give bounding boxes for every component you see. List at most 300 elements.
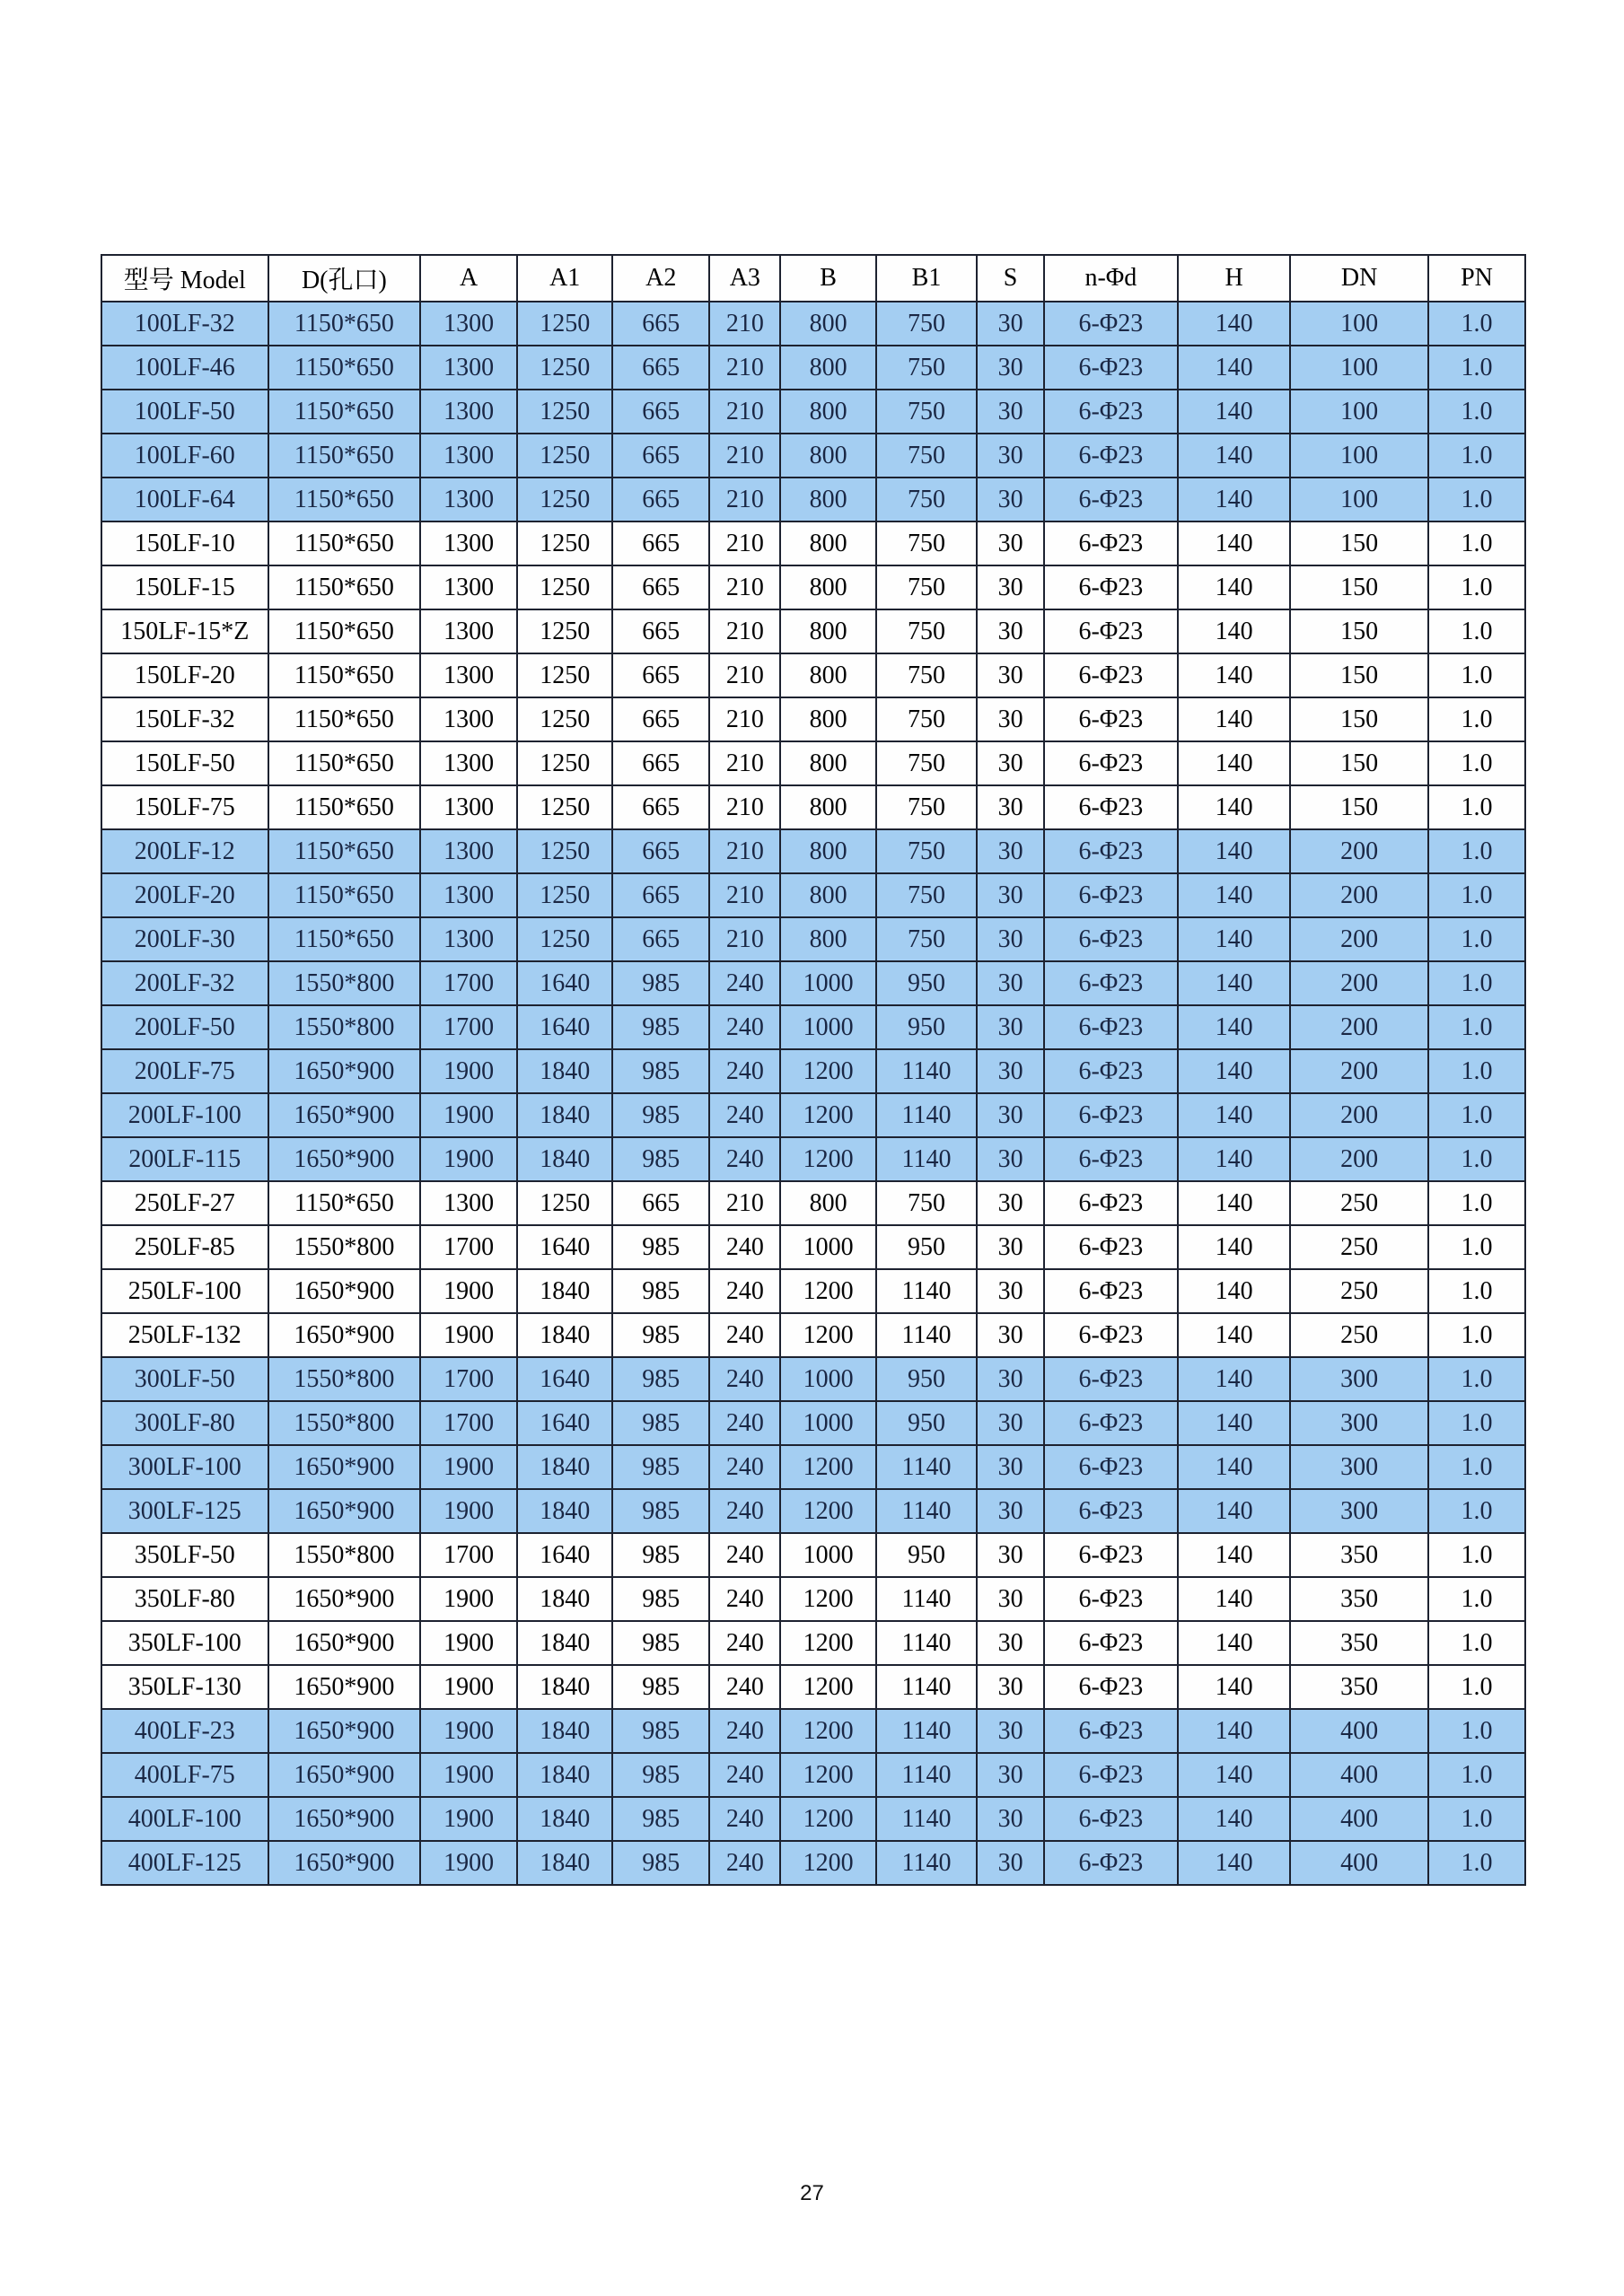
table-cell: 6-Φ23	[1044, 1269, 1178, 1313]
table-cell: 300	[1290, 1489, 1428, 1533]
table-cell: 6-Φ23	[1044, 434, 1178, 478]
table-cell: 665	[612, 829, 709, 873]
table-cell: 985	[612, 1225, 709, 1269]
table-row	[101, 1093, 1525, 1137]
table-cell: 1000	[780, 961, 875, 1005]
table-cell: 750	[876, 434, 978, 478]
table-cell: 1250	[517, 478, 612, 521]
table-cell: 30	[977, 1797, 1044, 1841]
table-cell: 665	[612, 741, 709, 785]
table-cell: 30	[977, 785, 1044, 829]
table-cell: 6-Φ23	[1044, 1489, 1178, 1533]
table-cell: 1840	[517, 1445, 612, 1489]
table-cell: 200	[1290, 829, 1428, 873]
table-cell: 750	[876, 873, 978, 917]
table-cell: 1140	[876, 1797, 978, 1841]
table-row	[101, 873, 1525, 917]
table-cell: 30	[977, 1709, 1044, 1753]
table-cell: 210	[709, 302, 780, 346]
table-cell: 1.0	[1428, 785, 1525, 829]
table-cell: 200LF-115	[101, 1137, 268, 1181]
table-cell: 240	[709, 1709, 780, 1753]
table-cell: 150LF-10	[101, 521, 268, 565]
table-cell: 1140	[876, 1841, 978, 1885]
table-cell: 1150*650	[268, 917, 421, 961]
table-cell: 6-Φ23	[1044, 1841, 1178, 1885]
table-cell: 30	[977, 741, 1044, 785]
table-cell: 150	[1290, 609, 1428, 653]
table-cell: 1200	[780, 1665, 875, 1709]
table-row	[101, 653, 1525, 697]
table-cell: 950	[876, 1401, 978, 1445]
table-cell: 350LF-50	[101, 1533, 268, 1577]
table-row	[101, 478, 1525, 521]
table-cell: 240	[709, 1533, 780, 1577]
table-cell: 1840	[517, 1313, 612, 1357]
table-cell: 1300	[420, 741, 517, 785]
table-cell: 800	[780, 478, 875, 521]
table-cell: 1000	[780, 1005, 875, 1049]
table-cell: 665	[612, 478, 709, 521]
table-cell: 985	[612, 1401, 709, 1445]
table-cell: 1.0	[1428, 961, 1525, 1005]
table-cell: 1300	[420, 785, 517, 829]
table-cell: 1140	[876, 1709, 978, 1753]
header-row	[101, 255, 1525, 302]
table-cell: 250LF-100	[101, 1269, 268, 1313]
table-cell: 1150*650	[268, 697, 421, 741]
table-cell: 1900	[420, 1577, 517, 1621]
table-cell: 1700	[420, 1225, 517, 1269]
table-cell: 150LF-15	[101, 565, 268, 609]
table-cell: 140	[1178, 609, 1290, 653]
table-cell: 1.0	[1428, 390, 1525, 434]
table-cell: 1900	[420, 1709, 517, 1753]
table-cell: 1300	[420, 434, 517, 478]
table-cell: 30	[977, 1665, 1044, 1709]
table-cell: 985	[612, 1533, 709, 1577]
table-cell: 200	[1290, 961, 1428, 1005]
table-cell: 140	[1178, 434, 1290, 478]
table-cell: 1200	[780, 1445, 875, 1489]
table-cell: 200	[1290, 1093, 1428, 1137]
table-cell: 200LF-100	[101, 1093, 268, 1137]
table-row	[101, 302, 1525, 346]
table-cell: 1300	[420, 653, 517, 697]
table-cell: 1150*650	[268, 521, 421, 565]
table-cell: 1150*650	[268, 785, 421, 829]
table-cell: 1250	[517, 302, 612, 346]
table-cell: 1900	[420, 1489, 517, 1533]
table-cell: 665	[612, 565, 709, 609]
table-cell: 1200	[780, 1621, 875, 1665]
table-cell: 1900	[420, 1093, 517, 1137]
table-cell: 150LF-20	[101, 653, 268, 697]
table-cell: 800	[780, 653, 875, 697]
table-cell: 1650*900	[268, 1621, 421, 1665]
table-cell: 1700	[420, 1533, 517, 1577]
table-cell: 1.0	[1428, 1841, 1525, 1885]
table-cell: 750	[876, 653, 978, 697]
table-cell: 800	[780, 829, 875, 873]
table-cell: 1.0	[1428, 1181, 1525, 1225]
table-cell: 1300	[420, 346, 517, 390]
table-cell: 665	[612, 434, 709, 478]
table-cell: 1900	[420, 1049, 517, 1093]
table-cell: 250LF-132	[101, 1313, 268, 1357]
table-row	[101, 521, 1525, 565]
table-cell: 400LF-125	[101, 1841, 268, 1885]
table-cell: 800	[780, 302, 875, 346]
table-cell: 1640	[517, 961, 612, 1005]
table-cell: 200	[1290, 873, 1428, 917]
table-cell: 250	[1290, 1313, 1428, 1357]
table-cell: 100LF-46	[101, 346, 268, 390]
table-cell: 6-Φ23	[1044, 785, 1178, 829]
table-cell: 1840	[517, 1093, 612, 1137]
table-cell: 400LF-23	[101, 1709, 268, 1753]
table-cell: 665	[612, 346, 709, 390]
table-cell: 1200	[780, 1137, 875, 1181]
table-cell: 1.0	[1428, 609, 1525, 653]
table-cell: 6-Φ23	[1044, 1005, 1178, 1049]
table-cell: 30	[977, 565, 1044, 609]
column-header: A1	[517, 255, 612, 302]
table-cell: 210	[709, 785, 780, 829]
table-cell: 1250	[517, 785, 612, 829]
table-cell: 1.0	[1428, 478, 1525, 521]
table-cell: 140	[1178, 1533, 1290, 1577]
table-cell: 30	[977, 1533, 1044, 1577]
table-cell: 1.0	[1428, 1137, 1525, 1181]
table-cell: 1650*900	[268, 1753, 421, 1797]
table-cell: 1.0	[1428, 1313, 1525, 1357]
table-cell: 250LF-27	[101, 1181, 268, 1225]
table-cell: 1840	[517, 1137, 612, 1181]
table-row	[101, 961, 1525, 1005]
table-row	[101, 1005, 1525, 1049]
table-cell: 6-Φ23	[1044, 609, 1178, 653]
table-cell: 1.0	[1428, 1357, 1525, 1401]
table-cell: 240	[709, 1269, 780, 1313]
table-cell: 1200	[780, 1797, 875, 1841]
table-cell: 250	[1290, 1225, 1428, 1269]
table-cell: 1840	[517, 1489, 612, 1533]
table-cell: 1000	[780, 1357, 875, 1401]
table-cell: 985	[612, 1577, 709, 1621]
table-cell: 240	[709, 1005, 780, 1049]
table-cell: 1.0	[1428, 1445, 1525, 1489]
table-cell: 665	[612, 697, 709, 741]
table-cell: 100LF-64	[101, 478, 268, 521]
table-cell: 985	[612, 1709, 709, 1753]
table-cell: 240	[709, 1093, 780, 1137]
table-cell: 140	[1178, 390, 1290, 434]
table-cell: 1640	[517, 1005, 612, 1049]
table-cell: 1200	[780, 1313, 875, 1357]
table-cell: 140	[1178, 917, 1290, 961]
table-cell: 1840	[517, 1577, 612, 1621]
table-cell: 240	[709, 1357, 780, 1401]
table-cell: 240	[709, 1665, 780, 1709]
table-cell: 6-Φ23	[1044, 653, 1178, 697]
table-cell: 1300	[420, 917, 517, 961]
table-cell: 6-Φ23	[1044, 1225, 1178, 1269]
table-cell: 1250	[517, 609, 612, 653]
table-cell: 1840	[517, 1665, 612, 1709]
table-cell: 250	[1290, 1269, 1428, 1313]
table-cell: 100	[1290, 346, 1428, 390]
table-cell: 1.0	[1428, 1401, 1525, 1445]
table-cell: 30	[977, 873, 1044, 917]
table-cell: 300	[1290, 1445, 1428, 1489]
table-cell: 985	[612, 1621, 709, 1665]
table-cell: 100LF-50	[101, 390, 268, 434]
table-cell: 6-Φ23	[1044, 1753, 1178, 1797]
table-cell: 1650*900	[268, 1577, 421, 1621]
table-cell: 200LF-30	[101, 917, 268, 961]
table-cell: 1700	[420, 961, 517, 1005]
table-cell: 210	[709, 697, 780, 741]
table-cell: 1250	[517, 653, 612, 697]
table-cell: 240	[709, 1489, 780, 1533]
table-cell: 6-Φ23	[1044, 1577, 1178, 1621]
table-cell: 1900	[420, 1797, 517, 1841]
table-cell: 1150*650	[268, 829, 421, 873]
table-cell: 1000	[780, 1533, 875, 1577]
table-cell: 200LF-75	[101, 1049, 268, 1093]
table-cell: 30	[977, 390, 1044, 434]
table-cell: 1300	[420, 390, 517, 434]
table-cell: 250	[1290, 1181, 1428, 1225]
table-cell: 1640	[517, 1225, 612, 1269]
table-cell: 1840	[517, 1753, 612, 1797]
table-cell: 1200	[780, 1093, 875, 1137]
table-cell: 1900	[420, 1665, 517, 1709]
table-cell: 1.0	[1428, 1577, 1525, 1621]
table-cell: 1250	[517, 873, 612, 917]
table-cell: 140	[1178, 1049, 1290, 1093]
table-cell: 200LF-12	[101, 829, 268, 873]
table-cell: 1140	[876, 1753, 978, 1797]
table-cell: 150	[1290, 785, 1428, 829]
table-cell: 6-Φ23	[1044, 1357, 1178, 1401]
table-row	[101, 1137, 1525, 1181]
table-row	[101, 565, 1525, 609]
table-cell: 200	[1290, 1049, 1428, 1093]
table-cell: 200	[1290, 1137, 1428, 1181]
table-cell: 1.0	[1428, 1709, 1525, 1753]
table-cell: 1250	[517, 565, 612, 609]
table-cell: 240	[709, 1841, 780, 1885]
table-cell: 210	[709, 434, 780, 478]
table-row	[101, 697, 1525, 741]
table-cell: 750	[876, 302, 978, 346]
table-cell: 750	[876, 829, 978, 873]
table-cell: 800	[780, 434, 875, 478]
table-cell: 950	[876, 1533, 978, 1577]
table-cell: 6-Φ23	[1044, 1181, 1178, 1225]
table-cell: 30	[977, 1181, 1044, 1225]
table-cell: 30	[977, 1445, 1044, 1489]
table-cell: 30	[977, 521, 1044, 565]
table-cell: 1000	[780, 1225, 875, 1269]
table-cell: 6-Φ23	[1044, 917, 1178, 961]
table-cell: 1.0	[1428, 653, 1525, 697]
table-cell: 1000	[780, 1401, 875, 1445]
table-cell: 140	[1178, 1445, 1290, 1489]
table-cell: 750	[876, 697, 978, 741]
table-cell: 150	[1290, 741, 1428, 785]
table-cell: 1140	[876, 1313, 978, 1357]
table-header	[101, 255, 1525, 302]
table-cell: 30	[977, 1577, 1044, 1621]
table-row	[101, 1313, 1525, 1357]
table-cell: 750	[876, 741, 978, 785]
table-cell: 140	[1178, 741, 1290, 785]
table-cell: 800	[780, 609, 875, 653]
table-cell: 1150*650	[268, 741, 421, 785]
table-cell: 140	[1178, 1665, 1290, 1709]
table-cell: 1700	[420, 1005, 517, 1049]
table-cell: 150LF-50	[101, 741, 268, 785]
table-cell: 1640	[517, 1533, 612, 1577]
table-cell: 6-Φ23	[1044, 390, 1178, 434]
table-cell: 1650*900	[268, 1137, 421, 1181]
table-cell: 400	[1290, 1709, 1428, 1753]
table-cell: 800	[780, 1181, 875, 1225]
table-cell: 950	[876, 961, 978, 1005]
table-cell: 1300	[420, 609, 517, 653]
table-cell: 150	[1290, 653, 1428, 697]
table-cell: 1140	[876, 1577, 978, 1621]
column-header: D(孔口)	[268, 255, 421, 302]
table-row	[101, 1445, 1525, 1489]
table-cell: 140	[1178, 1621, 1290, 1665]
table-cell: 1300	[420, 697, 517, 741]
table-cell: 140	[1178, 961, 1290, 1005]
table-cell: 350LF-100	[101, 1621, 268, 1665]
table-row	[101, 609, 1525, 653]
table-cell: 1.0	[1428, 741, 1525, 785]
table-cell: 800	[780, 565, 875, 609]
table-cell: 1.0	[1428, 346, 1525, 390]
table-cell: 30	[977, 1841, 1044, 1885]
table-cell: 300LF-80	[101, 1401, 268, 1445]
table-cell: 1250	[517, 346, 612, 390]
table-row	[101, 1181, 1525, 1225]
table-cell: 100	[1290, 434, 1428, 478]
table-cell: 150	[1290, 697, 1428, 741]
table-cell: 1650*900	[268, 1489, 421, 1533]
table-cell: 210	[709, 609, 780, 653]
table-cell: 300LF-50	[101, 1357, 268, 1401]
table-cell: 750	[876, 390, 978, 434]
table-cell: 30	[977, 829, 1044, 873]
table-cell: 1700	[420, 1401, 517, 1445]
table-cell: 1140	[876, 1269, 978, 1313]
table-cell: 6-Φ23	[1044, 521, 1178, 565]
table-cell: 150	[1290, 521, 1428, 565]
table-cell: 1900	[420, 1841, 517, 1885]
table-cell: 6-Φ23	[1044, 565, 1178, 609]
table-row	[101, 390, 1525, 434]
table-cell: 240	[709, 1313, 780, 1357]
table-cell: 200	[1290, 1005, 1428, 1049]
table-cell: 985	[612, 1753, 709, 1797]
table-cell: 350	[1290, 1577, 1428, 1621]
table-cell: 30	[977, 1313, 1044, 1357]
table-cell: 100	[1290, 478, 1428, 521]
table-cell: 1300	[420, 478, 517, 521]
column-header: PN	[1428, 255, 1525, 302]
table-cell: 30	[977, 1049, 1044, 1093]
table-cell: 1650*900	[268, 1445, 421, 1489]
table-cell: 1140	[876, 1137, 978, 1181]
table-row	[101, 1049, 1525, 1093]
column-header: A3	[709, 255, 780, 302]
table-cell: 140	[1178, 653, 1290, 697]
table-cell: 1650*900	[268, 1269, 421, 1313]
table-cell: 665	[612, 390, 709, 434]
table-cell: 30	[977, 1093, 1044, 1137]
table-cell: 1150*650	[268, 653, 421, 697]
table-cell: 140	[1178, 1181, 1290, 1225]
table-cell: 1650*900	[268, 1049, 421, 1093]
table-cell: 1.0	[1428, 917, 1525, 961]
table-cell: 140	[1178, 1841, 1290, 1885]
table-cell: 150	[1290, 565, 1428, 609]
table-cell: 1550*800	[268, 1533, 421, 1577]
column-header: B	[780, 255, 875, 302]
table-cell: 750	[876, 917, 978, 961]
table-cell: 985	[612, 1093, 709, 1137]
table-cell: 1550*800	[268, 961, 421, 1005]
table-cell: 1.0	[1428, 521, 1525, 565]
table-cell: 1.0	[1428, 873, 1525, 917]
table-cell: 750	[876, 1181, 978, 1225]
table-cell: 6-Φ23	[1044, 1709, 1178, 1753]
table-cell: 1.0	[1428, 1049, 1525, 1093]
table-cell: 1140	[876, 1621, 978, 1665]
table-cell: 140	[1178, 1313, 1290, 1357]
table-cell: 1840	[517, 1841, 612, 1885]
table-cell: 1200	[780, 1709, 875, 1753]
table-cell: 210	[709, 565, 780, 609]
table-row	[101, 1577, 1525, 1621]
table-cell: 750	[876, 521, 978, 565]
table-body	[101, 302, 1525, 1885]
table-cell: 210	[709, 390, 780, 434]
table-cell: 1840	[517, 1049, 612, 1093]
table-cell: 30	[977, 1005, 1044, 1049]
table-cell: 985	[612, 1313, 709, 1357]
table-cell: 665	[612, 653, 709, 697]
table-cell: 240	[709, 1137, 780, 1181]
table-cell: 1.0	[1428, 1093, 1525, 1137]
table-cell: 350	[1290, 1621, 1428, 1665]
table-cell: 30	[977, 917, 1044, 961]
table-cell: 665	[612, 785, 709, 829]
table-cell: 985	[612, 1797, 709, 1841]
table-cell: 140	[1178, 785, 1290, 829]
table-cell: 100	[1290, 302, 1428, 346]
table-cell: 30	[977, 346, 1044, 390]
table-cell: 1250	[517, 390, 612, 434]
table-cell: 1150*650	[268, 302, 421, 346]
table-row	[101, 1357, 1525, 1401]
table-cell: 1650*900	[268, 1709, 421, 1753]
